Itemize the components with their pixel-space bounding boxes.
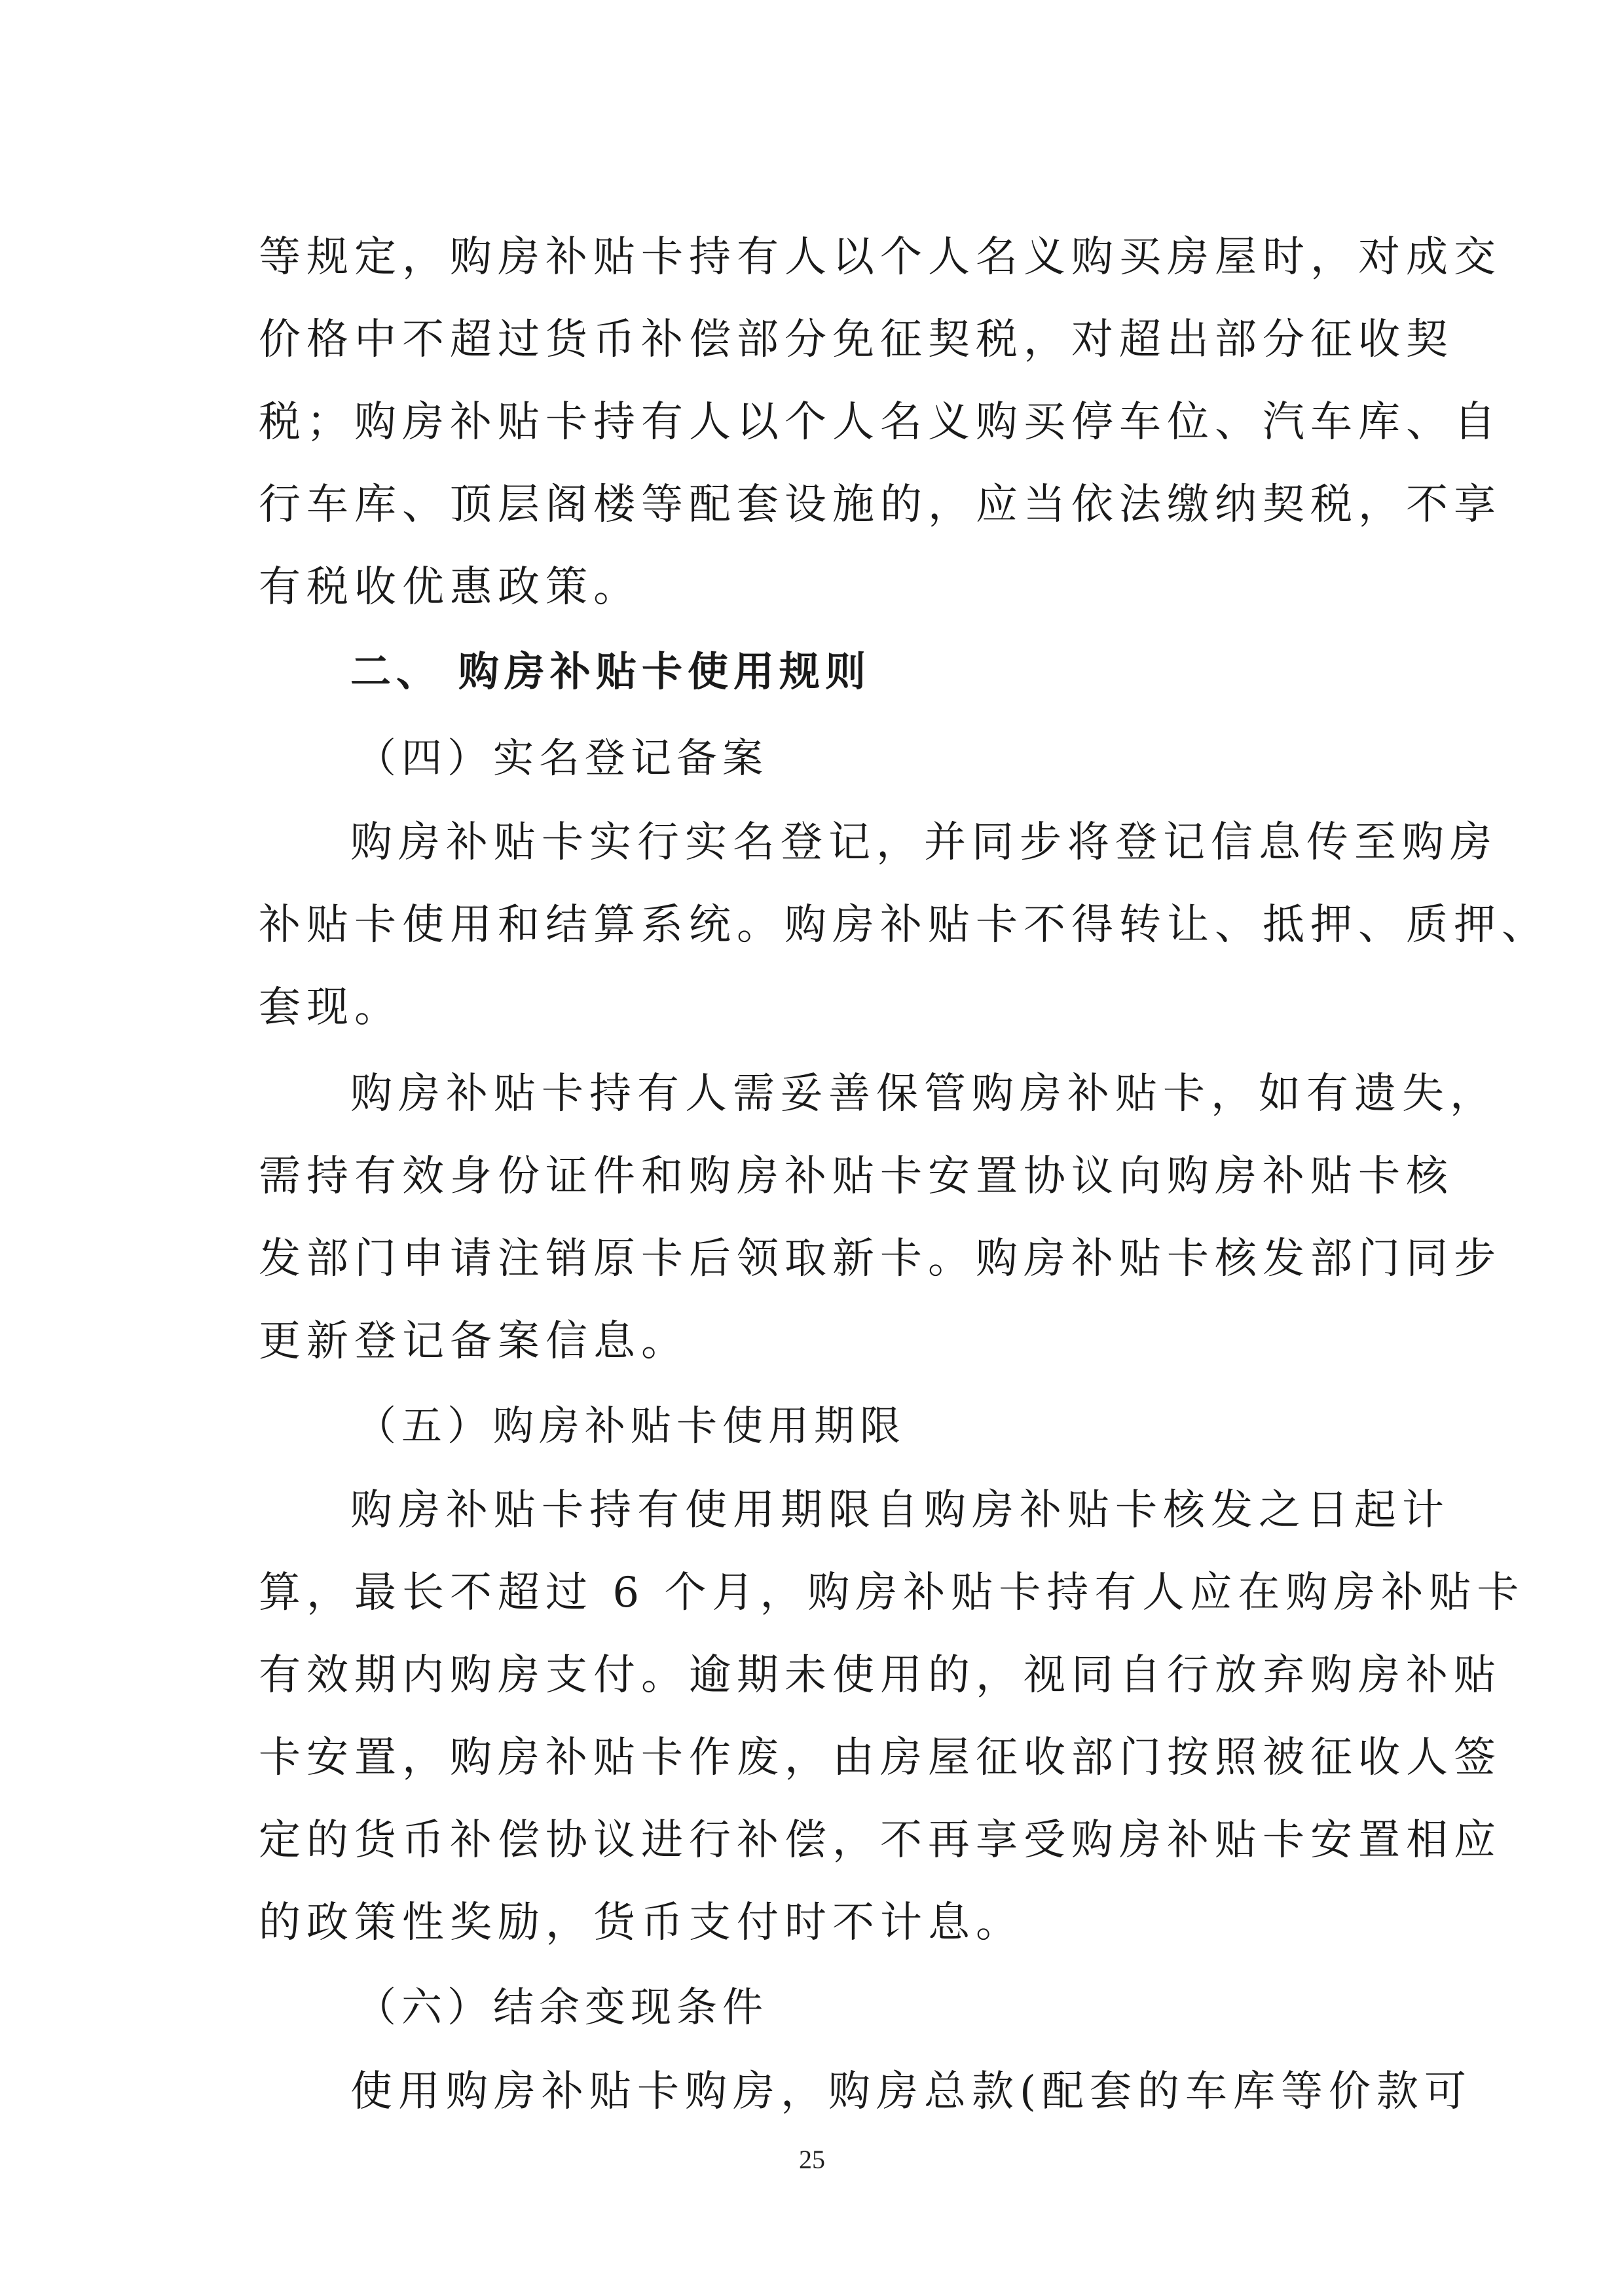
text-line: 使用购房补贴卡购房，购房总款(配套的车库等价款可 bbox=[350, 2068, 1472, 2116]
paragraph-6-1 bbox=[259, 2050, 1472, 2133]
text-line: 购房补贴卡实行实名登记，并同步将登记信息传至购房 bbox=[350, 818, 1498, 867]
text-line: 算，最长不超过 6 个月，购房补贴卡持有人应在购房补贴卡 bbox=[259, 1569, 1525, 1617]
subsection-heading-6: （六）结余变现条件 bbox=[356, 1983, 769, 2031]
text-line: 税；购房补贴卡持有人以个人名义购买停车位、汽车库、自 bbox=[259, 398, 1502, 446]
text-line: 发部门申请注销原卡后领取新卡。购房补贴卡核发部门同步 bbox=[259, 1235, 1502, 1283]
section-number: 二、 bbox=[350, 647, 443, 695]
page-number: 25 bbox=[799, 2145, 825, 2174]
section-title: 购房补贴卡使用规则 bbox=[458, 647, 872, 695]
text-line: 需持有效身份证件和购房补贴卡安置协议向购房补贴卡核 bbox=[259, 1152, 1454, 1201]
section-heading bbox=[259, 629, 1398, 715]
paragraph-4-1 bbox=[259, 801, 1549, 1049]
text-line: 的政策性奖励，货币支付时不计息。 bbox=[259, 1899, 1024, 1947]
text-line: 价格中不超过货币补偿部分免征契税，对超出部分征收契 bbox=[259, 316, 1454, 364]
subsection-heading-4: （四）实名登记备案 bbox=[356, 734, 769, 782]
text-line: 有税收优惠政策。 bbox=[259, 563, 641, 611]
paragraph-5-1 bbox=[259, 1469, 1525, 1964]
text-line: 卡安置，购房补贴卡作废，由房屋征收部门按照被征收人签 bbox=[259, 1734, 1502, 1782]
text-line: 定的货币补偿协议进行补偿，不再享受购房补贴卡安置相应 bbox=[259, 1816, 1502, 1865]
subsection-heading-5: （五）购房补贴卡使用期限 bbox=[356, 1402, 906, 1449]
text-line: 有效期内购房支付。逾期未使用的，视同自行放弃购房补贴 bbox=[259, 1651, 1502, 1700]
text-line: 等规定，购房补贴卡持有人以个人名义购买房屋时，对成交 bbox=[259, 233, 1502, 282]
document-body bbox=[259, 216, 1549, 2133]
text-line: 行车库、顶层阁楼等配套设施的，应当依法缴纳契税，不享 bbox=[259, 481, 1502, 529]
text-line: 购房补贴卡持有人需妥善保管购房补贴卡，如有遗失， bbox=[350, 1070, 1498, 1118]
paragraph-continued bbox=[259, 216, 1502, 629]
text-line: 购房补贴卡持有使用期限自购房补贴卡核发之日起计 bbox=[350, 1486, 1450, 1535]
text-line: 更新登记备案信息。 bbox=[259, 1317, 689, 1366]
paragraph-4-2 bbox=[259, 1053, 1502, 1383]
text-line: 套现。 bbox=[259, 983, 402, 1032]
text-line: 补贴卡使用和结算系统。购房补贴卡不得转让、抵押、质押、 bbox=[259, 901, 1549, 949]
